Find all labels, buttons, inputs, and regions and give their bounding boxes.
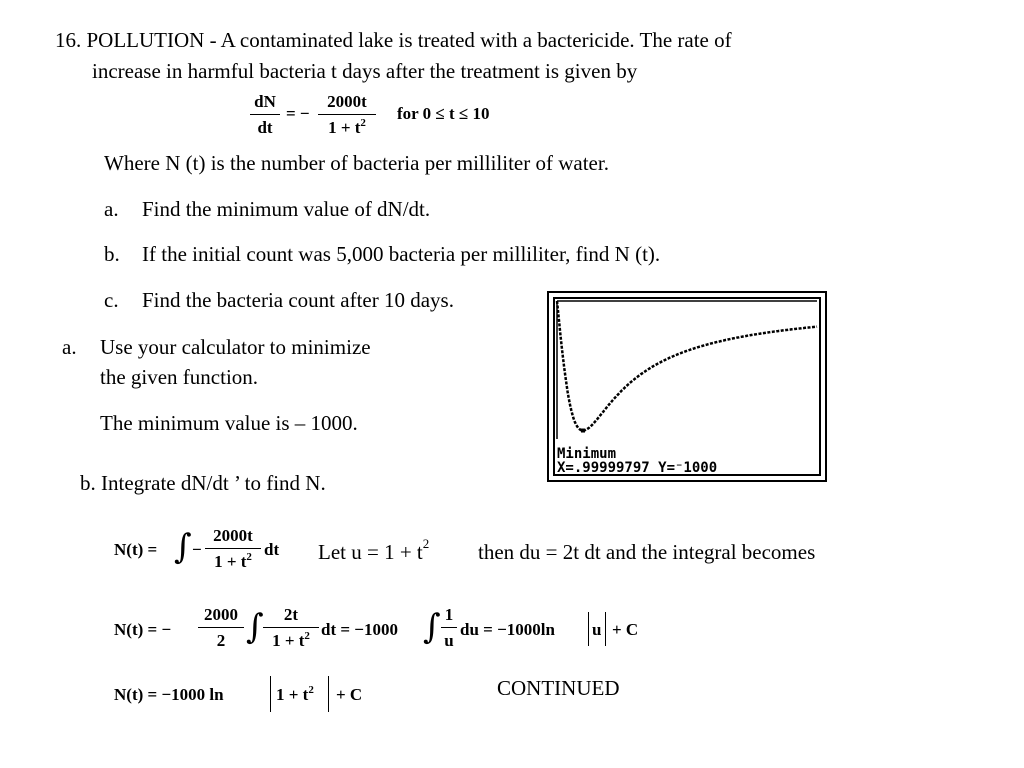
eq2-numerator: 2t <box>283 605 299 624</box>
solution-a-line-1: Use your calculator to minimize <box>100 335 371 359</box>
eq1-integral-sign: ∫ <box>174 527 192 567</box>
eq2-constant-fraction <box>198 605 244 651</box>
eq3-abs-content: $1 + t^2$ <box>276 684 314 704</box>
eq3-abs-left <box>270 676 271 712</box>
eq-equals-minus: = − <box>286 104 310 123</box>
minimum-cursor <box>581 429 585 433</box>
eq2-abs-u: u <box>592 620 602 639</box>
calculator-screen <box>547 291 827 482</box>
solution-a-line-2: the given function. <box>100 365 259 389</box>
calculator-display <box>553 297 821 476</box>
eq1-minus: − <box>192 540 202 559</box>
part-b-label: b. <box>104 242 120 266</box>
part-c-text: Find the bacteria count after 10 days. <box>142 288 454 312</box>
eq-lhs-fraction <box>250 92 280 138</box>
eq2-middle: dt = −1000 <box>321 620 398 639</box>
eq-rhs-fraction <box>318 92 376 138</box>
solution-a-result: The minimum value is – 1000. <box>100 411 358 435</box>
part-c-label: c. <box>104 288 119 312</box>
eq2-constant-denominator: 2 <box>216 631 226 650</box>
calculator-minimum-label: Minimum <box>557 446 617 462</box>
eq2-rhs: du = −1000ln <box>460 620 555 639</box>
eq1-lhs: N(t) = <box>114 540 158 559</box>
eq2-integral-sign: ∫ <box>246 607 264 647</box>
problem-line-2: increase in harmful bacteria t days after the treatment is given by <box>92 59 638 83</box>
eq2-denominator: $1 + t^2$ <box>272 630 310 650</box>
eq3-abs-right <box>328 676 329 712</box>
eq2-lhs: N(t) = − <box>114 620 172 639</box>
eq2-fraction <box>263 605 319 651</box>
eq2-integral-sign-2: ∫ <box>423 607 441 647</box>
continued-label: CONTINUED <box>497 676 620 700</box>
substitution-text: Let $u = 1 + t^2$ <box>318 536 430 564</box>
eq-lhs-denominator: dt <box>257 118 273 137</box>
eq3-lhs: N(t) = −1000 ln <box>114 685 224 704</box>
eq-lhs-numerator: dN <box>254 92 276 111</box>
part-a-label: a. <box>104 197 119 221</box>
eq-domain: for 0 ≤ t ≤ 10 <box>397 104 490 123</box>
part-b-text: If the initial count was 5,000 bacteria per milliliter, find N (t). <box>142 242 661 266</box>
eq3-plus-c: + C <box>336 685 363 704</box>
eq1-dt: dt <box>264 540 280 559</box>
eq2-u-numerator: 1 <box>444 605 454 624</box>
problem-line-1: 16. POLLUTION - A contaminated lake is treated with a bactericide. The rate of <box>55 28 732 52</box>
where-text: Where N (t) is the number of bacteria per milliliter of water. <box>104 151 609 175</box>
eq2-u-denominator: u <box>444 631 454 650</box>
eq-rhs-denominator: $1 + t^2$ <box>328 117 366 137</box>
eq2-abs-left <box>588 612 589 646</box>
function-curve <box>557 301 817 431</box>
eq1-denominator: $1 + t^2$ <box>214 551 252 571</box>
eq2-constant-numerator: 2000 <box>204 605 238 624</box>
solution-b-intro: b. Integrate dN/dt ’ to find N. <box>80 471 326 495</box>
substitution-rest: then du = 2t dt and the integral becomes <box>478 540 816 564</box>
eq1-numerator: 2000t <box>213 526 253 545</box>
eq2-u-fraction <box>441 605 457 651</box>
part-a-text: Find the minimum value of dN/dt. <box>142 197 431 221</box>
eq1-fraction <box>205 526 261 572</box>
calculator-readout: X=.99999797 Y=⁻1000 <box>557 460 718 476</box>
eq-rhs-numerator: 2000t <box>327 92 367 111</box>
eq2-plus-c: + C <box>612 620 639 639</box>
eq2-abs-right <box>605 612 606 646</box>
solution-a-label: a. <box>62 335 77 359</box>
